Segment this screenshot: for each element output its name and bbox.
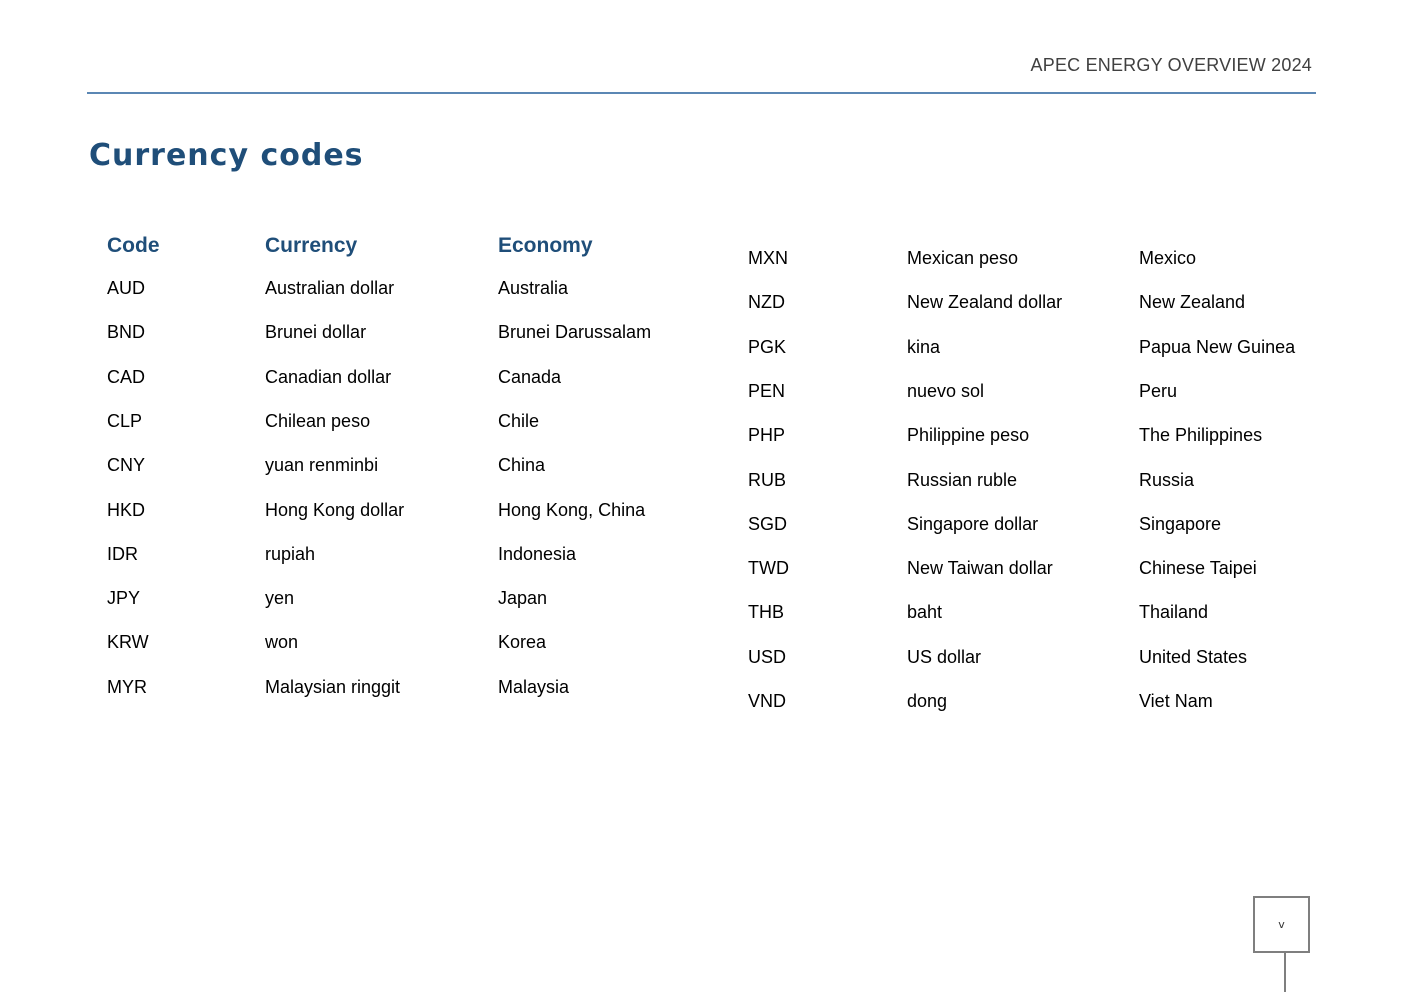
cell-currency: kina — [907, 336, 941, 357]
cell-economy: Thailand — [1139, 602, 1209, 623]
cell-code: KRW — [107, 632, 149, 653]
cell-code: PHP — [748, 425, 786, 446]
cell-economy: Korea — [498, 632, 547, 653]
cell-code: IDR — [107, 543, 138, 564]
cell-currency: Chilean peso — [265, 410, 371, 431]
cell-currency: dong — [907, 691, 948, 711]
cell-code: CNY — [107, 455, 146, 476]
cell-code: MXN — [748, 248, 788, 268]
cell-economy: Canada — [498, 366, 562, 387]
page-number-stem — [1284, 953, 1286, 992]
page-title: Currency codes — [89, 138, 364, 173]
cell-economy: Russia — [1139, 469, 1195, 490]
cell-economy: Brunei Darussalam — [498, 322, 652, 343]
cell-code: SGD — [748, 513, 788, 534]
cell-code: TWD — [748, 558, 789, 579]
cell-code: CAD — [107, 366, 146, 387]
cell-code: THB — [748, 602, 784, 623]
cell-economy: Hong Kong, China — [498, 499, 646, 520]
cell-currency: Russian ruble — [907, 469, 1018, 490]
report-title: APEC ENERGY OVERVIEW 2024 — [1030, 55, 1312, 75]
cell-code: JPY — [107, 588, 141, 609]
cell-currency: Hong Kong dollar — [265, 499, 405, 520]
cell-economy: Singapore — [1139, 513, 1222, 534]
cell-code: MYR — [107, 676, 147, 697]
cell-currency: rupiah — [265, 543, 316, 564]
cell-economy: Chinese Taipei — [1139, 558, 1257, 579]
page-number-box — [1253, 896, 1310, 953]
cell-economy: Indonesia — [498, 543, 577, 564]
cell-code: PGK — [748, 336, 787, 357]
cell-currency: US dollar — [907, 646, 982, 667]
cell-economy: New Zealand — [1139, 292, 1246, 313]
cell-code: AUD — [107, 278, 146, 298]
cell-economy: Malaysia — [498, 676, 570, 697]
cell-economy: China — [498, 455, 546, 476]
cell-currency: baht — [907, 602, 943, 623]
cell-code: HKD — [107, 499, 146, 520]
cell-currency: won — [265, 632, 299, 653]
cell-currency: yuan renminbi — [265, 455, 379, 476]
cell-economy: Papua New Guinea — [1139, 336, 1296, 357]
cell-code: PEN — [748, 380, 786, 401]
cell-currency: yen — [265, 588, 295, 609]
cell-economy: United States — [1139, 646, 1248, 667]
cell-economy: Viet Nam — [1139, 691, 1213, 711]
column-header-code: Code — [107, 234, 160, 257]
cell-economy: The Philippines — [1139, 425, 1263, 446]
cell-currency: Malaysian ringgit — [265, 676, 401, 697]
cell-code: NZD — [748, 292, 785, 313]
cell-code: USD — [748, 646, 787, 667]
cell-economy: Mexico — [1139, 248, 1197, 268]
cell-economy: Japan — [498, 588, 548, 609]
cell-currency: Canadian dollar — [265, 366, 392, 387]
header-divider — [87, 92, 1316, 94]
cell-currency: Singapore dollar — [907, 513, 1039, 534]
cell-code: VND — [748, 691, 787, 711]
column-header-economy: Economy — [498, 234, 593, 257]
cell-code: BND — [107, 322, 146, 343]
cell-currency: New Zealand dollar — [907, 292, 1063, 313]
cell-currency: Brunei dollar — [265, 322, 367, 343]
page-number: v — [1278, 918, 1285, 931]
cell-code: CLP — [107, 410, 143, 431]
cell-currency: nuevo sol — [907, 380, 985, 401]
cell-currency: Philippine peso — [907, 425, 1030, 446]
cell-economy: Chile — [498, 410, 540, 431]
cell-currency: Mexican peso — [907, 248, 1019, 268]
cell-economy: Australia — [498, 278, 569, 298]
column-header-currency: Currency — [265, 234, 358, 257]
cell-economy: Peru — [1139, 380, 1178, 401]
cell-code: RUB — [748, 469, 787, 490]
cell-currency: Australian dollar — [265, 278, 395, 298]
cell-currency: New Taiwan dollar — [907, 558, 1053, 579]
